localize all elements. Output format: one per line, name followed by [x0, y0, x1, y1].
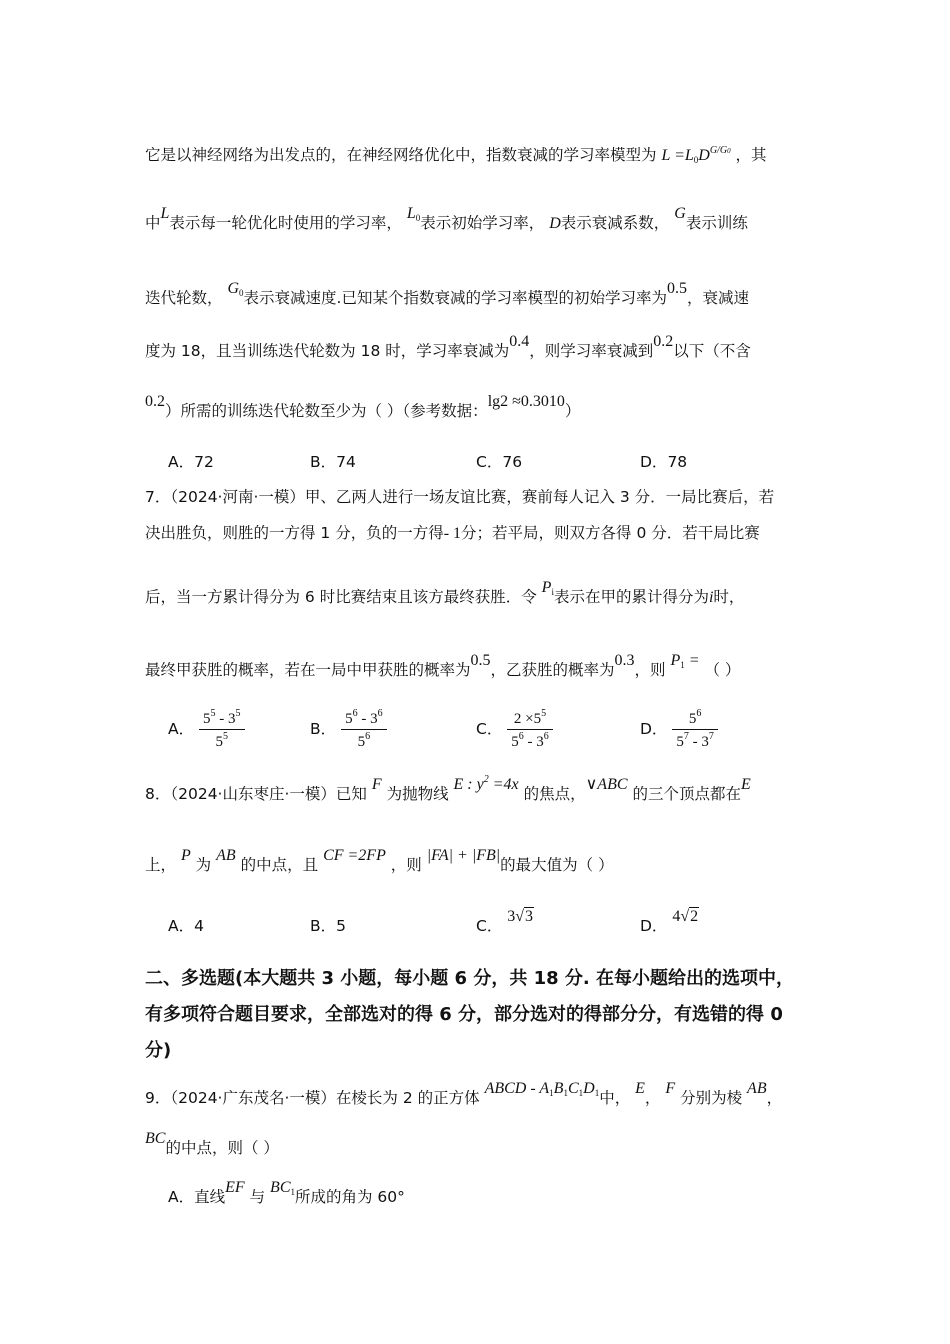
q9-line-2: BC的中点，则（ ）: [145, 1130, 279, 1157]
q8-line-2: 上， P 为 AB 的中点，且 CF =2FP ，则 |FA| + |FB|的最大值为（ ）: [145, 847, 614, 874]
q8-line-1: 8．（2024·山东枣庄·一模）已知 F 为抛物线 E : $y^2 =4x$ 的焦点，∨ABC 的三个顶点都在E: [145, 774, 751, 803]
q7-option-c[interactable]: C． $\frac{2 \times 5^5}{5^6 - 3^6}$: [476, 708, 553, 751]
q6-line-2: 中L表示每一轮优化时使用的学习率， $L_0$表示初始学习率， D表示衰减系数， G表示训练: [145, 205, 748, 232]
q7-line-4: 最终甲获胜的概率，若在一局中甲获胜的概率为0.5，乙获胜的概率为0.3，则 $P_1$ = （ ）: [145, 652, 741, 679]
q6-line-5: 0.2）所需的训练迭代轮数至少为（ ）（参考数据：lg2 ≈0.3010）: [145, 393, 581, 420]
q6-line-3: 迭代轮数， $G_0$表示衰减速度.已知某个指数衰减的学习率模型的初始学习率为0.5，衰减速: [145, 280, 749, 307]
q7-line-2: 决出胜负，则胜的一方得 1 分，负的一方得- 1分；若平局，则双方各得 0 分．若干局比赛: [145, 524, 760, 542]
q7-option-a[interactable]: A． $\frac{5^5 - 3^5}{5^5}$: [168, 708, 245, 751]
formula-learning-rate: $L =L_0D^{G/G0}$: [661, 145, 731, 165]
fraction: $\frac{5^6}{5^7 - 3^7}$: [672, 708, 718, 751]
q7-option-b[interactable]: B． $\frac{5^6 - 3^6}{5^6}$: [310, 708, 387, 751]
q6-option-b[interactable]: B．74: [310, 453, 356, 471]
section-heading-line-2: 有多项符合题目要求，全部选对的得 6 分，部分选对的得部分分，有选错的得 0: [145, 1004, 783, 1025]
q6-option-d[interactable]: D．78: [640, 453, 688, 471]
q7-option-d[interactable]: D． $\frac{5^6}{5^7 - 3^7}$: [640, 708, 718, 751]
q7-line-1: 7．（2024·河南·一模）甲、乙两人进行一场友谊比赛，赛前每人记入 3 分．一局比赛后，若: [145, 488, 775, 506]
q6-line-1: 它是以神经网络为出发点的，在神经网络优化中，指数衰减的学习率模型为 $L =L_0D^{G/G0}$ ，其: [145, 145, 767, 165]
q6-line-4: 度为 18，且当训练迭代轮数为 18 时，学习率衰减为0.4，则学习率衰减到0.2以下（不含: [145, 333, 751, 360]
q9-line-1: 9．（2024·广东茂名·一模）在棱长为 2 的正方体 ABCD - $A_1B_1C_1D_1$中， E， F 分别为棱 AB，: [145, 1080, 783, 1107]
q8-option-c[interactable]: C． 3√3: [476, 908, 534, 935]
q6-option-c[interactable]: C．76: [476, 453, 523, 471]
q7-line-3: 后，当一方累计得分为 6 时比赛结束且该方最终获胜．令 $P_i$表示在甲的累计得分为i时，: [145, 579, 745, 606]
section-heading-line-3: 分): [145, 1040, 172, 1061]
q8-option-a[interactable]: A．4: [168, 917, 204, 935]
fraction: $\frac{5^6 - 3^6}{5^6}$: [341, 708, 387, 751]
q6-option-a[interactable]: A．72: [168, 453, 214, 471]
fraction: $\frac{2 \times 5^5}{5^6 - 3^6}$: [507, 708, 553, 751]
q8-option-d[interactable]: D． 4√2: [640, 908, 699, 935]
q9-option-a[interactable]: A．直线EF 与 $BC_1$所成的角为 60°: [168, 1179, 405, 1206]
q8-option-b[interactable]: B．5: [310, 917, 347, 935]
fraction: $\frac{5^5 - 3^5}{5^5}$: [199, 708, 245, 751]
section-heading-line-1: 二、多选题(本大题共 3 小题，每小题 6 分，共 18 分. 在每小题给出的选项中，: [145, 968, 795, 989]
